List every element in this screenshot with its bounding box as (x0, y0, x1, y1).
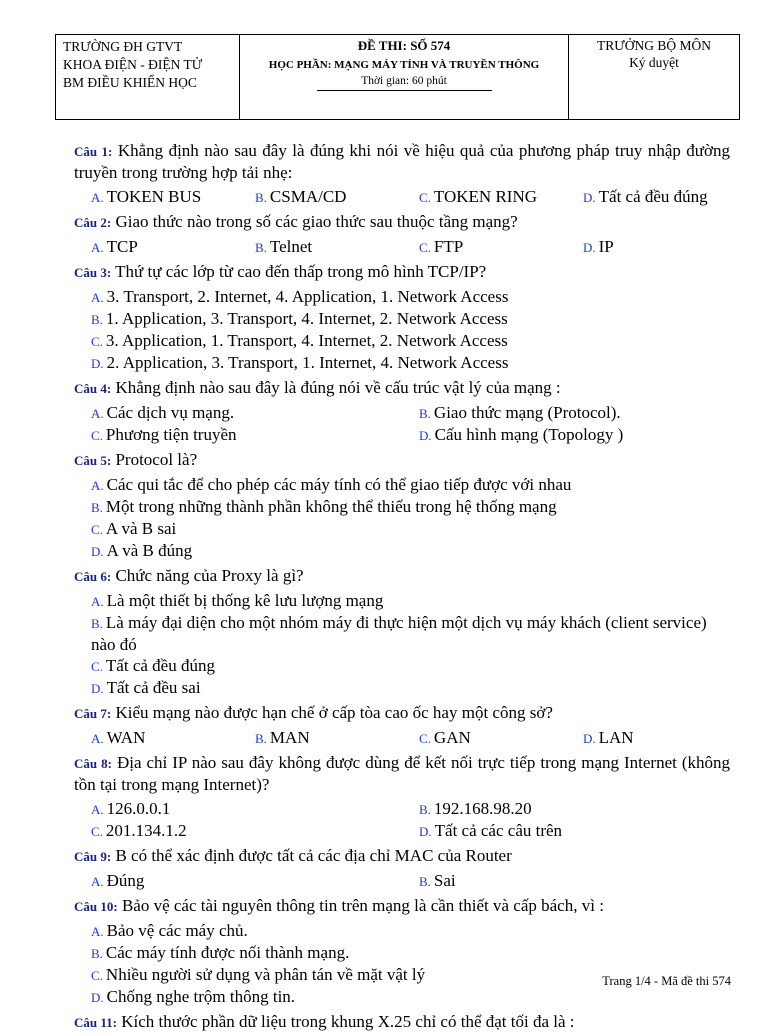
option-letter: C. (91, 968, 103, 983)
answer-option (74, 677, 730, 699)
answer-option (402, 727, 566, 749)
option-letter: C. (91, 428, 103, 443)
answer-options (74, 474, 730, 562)
option-letter: C. (419, 240, 431, 255)
option-text: Là máy đại diện cho một nhóm máy đi thực hiện một dịch vụ máy khách (client service) nào đó (91, 613, 707, 654)
answer-option (74, 655, 730, 677)
option-letter: D. (419, 428, 432, 443)
option-letter: D. (419, 824, 432, 839)
option-text: Chống nghe trộm thông tin. (106, 987, 296, 1006)
option-text: A và B sai (105, 519, 177, 538)
option-letter: A. (91, 478, 104, 493)
question-text: Kiểu mạng nào được hạn chế ở cấp tòa cao ốc hay một công sở? (115, 703, 553, 722)
question-4 (74, 377, 730, 399)
exam-title: ĐỀ THI: SỐ 574 (357, 38, 451, 53)
answer-options (74, 590, 730, 699)
answer-options (74, 402, 730, 446)
option-text: Sai (433, 871, 456, 890)
option-letter: B. (255, 240, 267, 255)
option-text: 1. Application, 3. Transport, 4. Internet, 2. Network Access (105, 309, 508, 328)
answer-option (402, 236, 566, 258)
option-text: 3. Application, 1. Transport, 4. Internet, 2. Network Access (105, 331, 508, 350)
answer-option (402, 402, 730, 424)
answer-option (566, 236, 730, 258)
answer-option (74, 820, 402, 842)
option-text: Tất cả đều sai (106, 678, 201, 697)
answer-option (402, 820, 730, 842)
option-text: Các dịch vụ mạng. (106, 403, 235, 422)
option-letter: D. (583, 240, 596, 255)
answer-options (74, 286, 730, 374)
option-text: Các qui tắc để cho phép các máy tính có thể giao tiếp được với nhau (106, 475, 572, 494)
question-label: Câu 2: (74, 215, 112, 230)
option-letter: B. (255, 190, 267, 205)
option-letter: D. (91, 681, 104, 696)
question-list (74, 140, 730, 1036)
option-letter: B. (255, 731, 267, 746)
option-letter: C. (91, 659, 103, 674)
option-text: TOKEN RING (433, 187, 538, 206)
answer-option (74, 330, 730, 352)
option-text: 192.168.98.20 (433, 799, 532, 818)
institution-cell (56, 35, 240, 120)
question-text: Khẳng định nào sau đây là đúng nói về cấu trúc vật lý của mạng : (115, 378, 561, 397)
option-text: Phương tiện truyền (105, 425, 237, 444)
answer-option (238, 236, 402, 258)
question-label: Câu 1: (74, 144, 113, 159)
duration-underline (317, 90, 492, 91)
answer-option (74, 727, 238, 749)
answer-option (74, 496, 730, 518)
answer-options (74, 236, 730, 258)
question-6 (74, 565, 730, 587)
option-text: LAN (598, 728, 634, 747)
option-text: GAN (433, 728, 471, 747)
question-5 (74, 449, 730, 471)
option-letter: A. (91, 240, 104, 255)
answer-option (74, 920, 730, 942)
question-text: B có thể xác định được tất cả các địa chỉ MAC của Router (115, 846, 512, 865)
option-text: CSMA/CD (269, 187, 347, 206)
answer-options (74, 186, 730, 208)
option-letter: A. (91, 731, 104, 746)
question-label: Câu 4: (74, 381, 112, 396)
question-text: Địa chỉ IP nào sau đây không được dùng để kết nối trực tiếp trong mạng Internet (không tồn tại trong mạng Internet)? (74, 753, 731, 794)
option-letter: C. (91, 522, 103, 537)
option-text: Tất cả các câu trên (434, 821, 563, 840)
answer-option (74, 540, 730, 562)
question-1 (74, 140, 730, 183)
department-name: BM ĐIỀU KHIỂN HỌC (63, 75, 197, 90)
option-text: Một trong những thành phần không thể thiếu trong hệ thống mạng (105, 497, 557, 516)
option-text: IP (598, 237, 614, 256)
page-footer: Trang 1/4 - Mã đề thi 574 (602, 974, 731, 988)
question-label: Câu 7: (74, 706, 112, 721)
option-text: 3. Transport, 2. Internet, 4. Application, 1. Network Access (106, 287, 509, 306)
question-2 (74, 211, 730, 233)
option-letter: B. (91, 946, 103, 961)
answer-option (74, 798, 402, 820)
answer-option (566, 727, 730, 749)
question-label: Câu 6: (74, 569, 112, 584)
faculty-name: KHOA ĐIỆN - ĐIỆN TỬ (63, 57, 203, 72)
question-label: Câu 9: (74, 849, 112, 864)
answer-option (74, 308, 730, 330)
question-7 (74, 702, 730, 724)
question-text: Bảo vệ các tài nguyên thông tin trên mạng là cần thiết và cấp bách, vì : (121, 896, 604, 915)
option-text: Giao thức mạng (Protocol). (433, 403, 621, 422)
option-letter: C. (419, 731, 431, 746)
option-letter: A. (91, 406, 104, 421)
answer-option (74, 186, 238, 208)
question-text: Giao thức nào trong số các giao thức sau thuộc tầng mạng? (115, 212, 518, 231)
answer-option (238, 727, 402, 749)
answer-option (74, 518, 730, 540)
question-label: Câu 3: (74, 265, 112, 280)
answer-option (74, 352, 730, 374)
university-name: TRƯỜNG ĐH GTVT (63, 39, 183, 54)
exam-header-table (55, 34, 740, 120)
approval-cell (569, 35, 740, 120)
option-text: Đúng (106, 871, 145, 890)
option-text: A và B đúng (106, 541, 193, 560)
question-label: Câu 8: (74, 756, 112, 771)
question-8 (74, 752, 730, 795)
answer-options (74, 798, 730, 842)
answer-option (402, 186, 566, 208)
option-text: Các máy tính được nối thành mạng. (105, 943, 350, 962)
option-text: MAN (269, 728, 310, 747)
option-text: Telnet (269, 237, 313, 256)
head-of-department: TRƯỞNG BỘ MÔN (597, 38, 711, 53)
answer-options (74, 727, 730, 749)
option-text: Nhiều người sử dụng và phân tán về mặt vật lý (105, 965, 426, 984)
option-letter: D. (91, 356, 104, 371)
option-letter: B. (419, 802, 431, 817)
course-subject: HỌC PHẦN: MẠNG MÁY TÍNH VÀ TRUYỀN THÔNG (268, 59, 540, 71)
answer-option (238, 186, 402, 208)
question-text: Kích thước phần dữ liệu trong khung X.25 chỉ có thể đạt tối đa là : (121, 1012, 575, 1031)
option-text: TCP (106, 237, 138, 256)
option-text: Cấu hình mạng (Topology ) (434, 425, 624, 444)
option-letter: A. (91, 874, 104, 889)
option-letter: A. (91, 190, 104, 205)
option-letter: D. (583, 731, 596, 746)
answer-option (74, 986, 730, 1008)
option-letter: B. (419, 406, 431, 421)
answer-option (74, 612, 730, 655)
answer-option (402, 870, 730, 892)
answer-option (74, 424, 402, 446)
option-text: Tất cả đều đúng (105, 656, 215, 675)
option-letter: B. (419, 874, 431, 889)
answer-option (74, 474, 730, 496)
answer-option (74, 286, 730, 308)
option-text: 2. Application, 3. Transport, 1. Internet, 4. Network Access (106, 353, 509, 372)
option-text: Là một thiết bị thống kê lưu lượng mạng (106, 591, 384, 610)
option-letter: A. (91, 594, 104, 609)
question-label: Câu 11: (74, 1015, 117, 1030)
question-9 (74, 845, 730, 867)
question-3 (74, 261, 730, 283)
question-text: Chức năng của Proxy là gì? (115, 566, 304, 585)
option-letter: B. (91, 500, 103, 515)
question-11 (74, 1011, 730, 1033)
answer-option (74, 590, 730, 612)
option-letter: D. (583, 190, 596, 205)
answer-options (74, 870, 730, 892)
answer-option (74, 870, 402, 892)
option-text: Bảo vệ các máy chủ. (106, 921, 248, 940)
answer-option (566, 186, 730, 208)
option-letter: B. (91, 312, 103, 327)
option-text: WAN (106, 728, 146, 747)
option-letter: B. (91, 616, 103, 631)
answer-option (74, 236, 238, 258)
answer-option (74, 942, 730, 964)
option-text: TOKEN BUS (106, 187, 202, 206)
option-letter: C. (91, 824, 103, 839)
option-letter: A. (91, 924, 104, 939)
option-letter: A. (91, 802, 104, 817)
answer-option (402, 424, 730, 446)
option-letter: A. (91, 290, 104, 305)
option-letter: C. (91, 334, 103, 349)
exam-duration: Thời gian: 60 phút (361, 75, 447, 87)
option-letter: C. (419, 190, 431, 205)
question-text: Thứ tự các lớp từ cao đến thấp trong mô hình TCP/IP? (115, 262, 487, 281)
option-letter: D. (91, 990, 104, 1005)
answer-options (74, 920, 730, 1008)
option-text: FTP (433, 237, 464, 256)
option-letter: D. (91, 544, 104, 559)
option-text: Tất cả đều đúng (598, 187, 708, 206)
option-text: 201.134.1.2 (105, 821, 187, 840)
question-label: Câu 5: (74, 453, 112, 468)
exam-info-cell (240, 35, 569, 120)
question-label: Câu 10: (74, 899, 118, 914)
answer-option (402, 798, 730, 820)
answer-option (74, 402, 402, 424)
question-10 (74, 895, 730, 917)
question-text: Khẳng định nào sau đây là đúng khi nói về hiệu quả của phương pháp truy nhập đường truyền trong trường hợp tải nhẹ: (74, 141, 730, 182)
question-text: Protocol là? (115, 450, 198, 469)
option-text: 126.0.0.1 (106, 799, 171, 818)
approval-signature-label: Ký duyệt (629, 55, 679, 70)
